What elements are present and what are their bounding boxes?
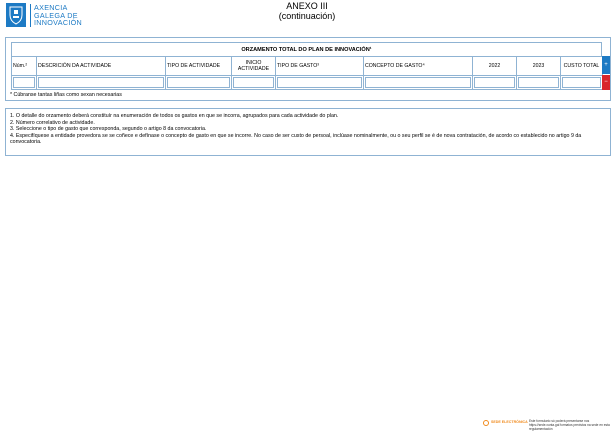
num-input[interactable] bbox=[13, 77, 35, 88]
column-header-total: CUSTO TOTAL bbox=[561, 57, 603, 76]
minus-icon: − bbox=[604, 79, 608, 85]
expense-type-select[interactable] bbox=[277, 77, 362, 88]
add-row-button[interactable] bbox=[602, 56, 610, 74]
annex-subtitle: (continuación) bbox=[278, 11, 336, 21]
budget-table bbox=[11, 56, 603, 90]
column-header-num: Núm.² bbox=[12, 57, 37, 76]
lines-note: * Cúbranse tantas liñas como sexan necesarias bbox=[10, 92, 122, 98]
column-header-expense-concept: CONCEPTO DE GASTO⁴ bbox=[364, 57, 473, 76]
cell-start bbox=[232, 76, 276, 90]
footnote-3: 3. Seleccione o tipo de gasto que corresponda, segundo o artigo 8 da convocatoria. bbox=[10, 126, 207, 132]
sede-icon bbox=[483, 420, 489, 426]
activity-type-select[interactable] bbox=[167, 77, 230, 88]
cell-total bbox=[561, 76, 603, 90]
footnote-4: 4. Especifíquese a entidade provedora se se coñece e defínase o concepto de gasto en que se incorre. No caso de ser custo de persoal, inclúase nominalmente, ou o seu perfil se é de nova contratación, de acordo co establecido no artigo 9 da convocatoria. bbox=[10, 132, 582, 145]
cell-description bbox=[37, 76, 166, 90]
column-header-expense-type: TIPO DE GASTO³ bbox=[276, 57, 364, 76]
amount-2022-input[interactable] bbox=[474, 77, 515, 88]
cell-expense-concept bbox=[364, 76, 473, 90]
footnote-2: 2. Número correlativo de actividade. bbox=[10, 119, 95, 126]
cell-activity-type bbox=[166, 76, 232, 90]
annex-title: ANEXO III bbox=[286, 1, 328, 11]
start-date-input[interactable] bbox=[233, 77, 274, 88]
column-header-description: DESCRICIÓN DA ACTIVIDADE bbox=[37, 57, 166, 76]
annex-heading bbox=[200, 1, 414, 21]
logo-line-1: AXENCIA bbox=[34, 3, 68, 12]
total-cost-input[interactable] bbox=[562, 77, 601, 88]
footnotes-list bbox=[10, 113, 600, 146]
description-input[interactable] bbox=[38, 77, 164, 88]
cell-2023 bbox=[517, 76, 561, 90]
logo-line-3: INNOVACIÓN bbox=[34, 18, 82, 28]
plus-icon: + bbox=[604, 62, 608, 68]
logo-text bbox=[34, 4, 82, 27]
amount-2023-input[interactable] bbox=[518, 77, 559, 88]
column-header-2023: 2023 bbox=[517, 57, 561, 76]
section-title: ORZAMENTO TOTAL DO PLAN DE INNOVACIÓN¹ bbox=[11, 42, 602, 56]
cell-expense-type bbox=[276, 76, 364, 90]
sede-notice: Este formulario só poderá presentarse nos https://sede.xunta.gal formatos previstos na sede en esta regulamentación bbox=[529, 419, 610, 431]
delete-row-button[interactable] bbox=[602, 75, 610, 90]
table-row bbox=[12, 76, 603, 90]
table-header-row bbox=[12, 57, 603, 76]
column-header-2022: 2022 bbox=[473, 57, 517, 76]
sede-footer bbox=[481, 418, 611, 431]
shield-icon bbox=[6, 3, 26, 27]
footnote-1: 1. O detalle do orzamento deberá constituír na enumeración de todos os gastos en que se incorra, agrupados para cada actividade do plan. bbox=[10, 113, 339, 119]
expense-concept-input[interactable] bbox=[365, 77, 471, 88]
cell-num bbox=[12, 76, 37, 90]
agency-logo bbox=[6, 3, 96, 29]
cell-2022 bbox=[473, 76, 517, 90]
logo-line-2: GALEGA DE bbox=[34, 10, 78, 20]
column-header-activity-type: TIPO DE ACTIVIDADE bbox=[166, 57, 232, 76]
logo-divider bbox=[30, 4, 31, 27]
sede-label: SEDE ELECTRÓNICA bbox=[491, 420, 528, 424]
column-header-start: INICIO ACTIVIDADE bbox=[232, 57, 276, 76]
